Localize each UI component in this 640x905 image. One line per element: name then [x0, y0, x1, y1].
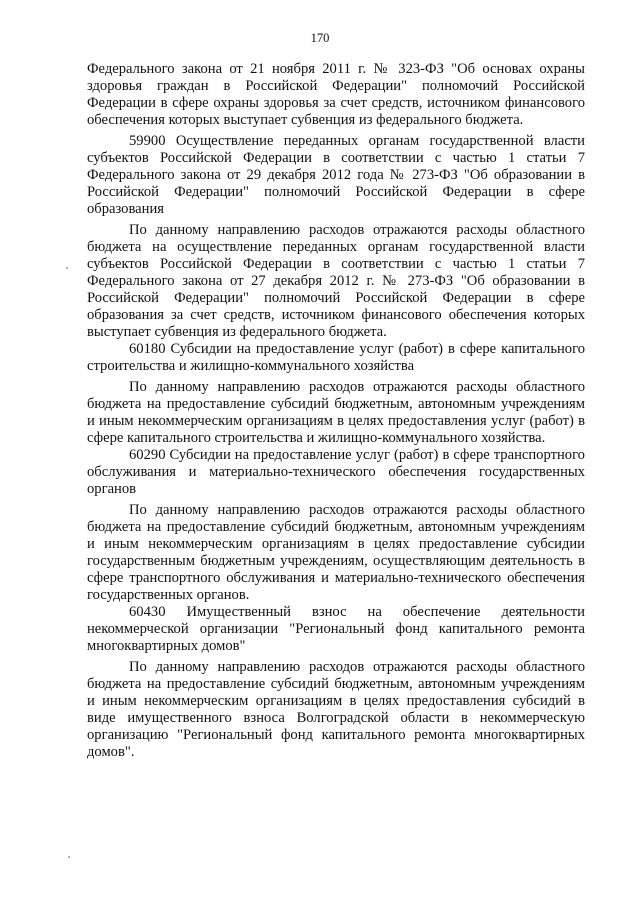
description-paragraph: По данному направлению расходов отражаются расходы областного бюджета на осуществление переданных органам государственной власти субъектов Российской Федерации в соответствии с частью 1 статьи 7 Федерального закона от 27 декабря 2012 г. № 273-ФЗ "Об образовании в Российской Федерации" полномочий Российской Федерации в сфере образования за счет средств, источником финансового обеспечения которых выступает субвенция из федерального бюджета.	[87, 222, 585, 340]
budget-code-title: Субсидии на предоставление услуг (работ) в сфере транспортного обслуживания и материально-технического обеспечения государственных органов	[87, 447, 585, 497]
budget-code-entry-59900	[87, 133, 585, 218]
budget-code-entry-60430	[87, 604, 585, 655]
description-paragraph: По данному направлению расходов отражаются расходы областного бюджета на предоставление субсидий бюджетным, автономным учреждениям и иным некоммерческим организациям в целях предоставления субсидий в виде имущественного взноса Волгоградской области в некоммерческую организацию "Региональный фонд капитального ремонта многоквартирных домов".	[87, 659, 585, 760]
document-body	[87, 61, 585, 761]
description-paragraph: По данному направлению расходов отражаются расходы областного бюджета на предоставление субсидий бюджетным, автономным учреждениям и иным некоммерческим организациям в целях предоставление субсидии государственным бюджетным учреждениям, осуществляющим деятельность в сфере транспортного обслуживания и материально-технического обеспечения государственных органов.	[87, 502, 585, 603]
paragraph-continuation: Федерального закона от 21 ноября 2011 г. № 323-ФЗ "Об основах охраны здоровья граждан в Российской Федерации" полномочий Российской Федерации в сфере охраны здоровья за счет средств, источником финансового обеспечения которых выступает субвенция из федерального бюджета.	[87, 61, 585, 128]
budget-code: 59900	[129, 133, 166, 149]
budget-code-entry-60180	[87, 341, 585, 375]
budget-code-title: Осуществление переданных органам государственной власти субъектов Российской Федерации в соответствии с частью 1 статьи 7 Федерального закона от 29 декабря 2012 года № 273-ФЗ "Об образовании в Российской Федерации" полномочий Российской Федерации в сфере образования	[87, 133, 585, 217]
budget-code-entry-60290	[87, 447, 585, 498]
budget-code: 60430	[129, 604, 166, 620]
budget-code: 60180	[129, 341, 166, 357]
scan-speck	[66, 267, 68, 269]
budget-code-title: Имущественный взнос на обеспечение деятельности некоммерческой организации "Региональный фонд капитального ремонта многоквартирных домов"	[87, 604, 585, 654]
description-paragraph: По данному направлению расходов отражаются расходы областного бюджета на предоставление субсидий бюджетным, автономным учреждениям и иным некоммерческим организациям в целях предоставления услуг (работ) в сфере капитального строительства и жилищно-коммунального хозяйства.	[87, 379, 585, 446]
budget-code-title: Субсидии на предоставление услуг (работ) в сфере капитального строительства и жилищно-коммунального хозяйства	[87, 341, 585, 374]
page-number: 170	[310, 31, 330, 45]
scan-speck	[68, 856, 70, 858]
budget-code: 60290	[129, 447, 166, 463]
